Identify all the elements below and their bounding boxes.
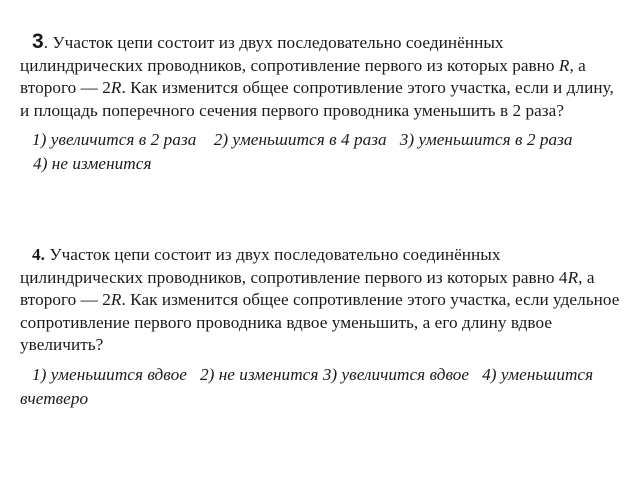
- problem-4-text-1: Участок цепи состоит из двух последовательно соединённых цилиндрических проводников, сопротивление первого из которых равно 4: [20, 245, 568, 287]
- problem-3-statement: [20, 31, 624, 122]
- answer-option: 2) не изменится: [199, 364, 319, 384]
- problem-3-text-2: , а второго — 2: [20, 55, 586, 97]
- problem-4-number: 4.: [32, 245, 45, 264]
- problem-4-statement: [20, 244, 624, 357]
- problem-4: [20, 244, 624, 411]
- problem-4-var-2: R: [110, 290, 122, 309]
- problem-3-text-1: . Участок цепи состоит из двух последовательно соединённых цилиндрических проводников, сопротивление первого из которых равно: [20, 33, 559, 75]
- problem-4-text-2: , а второго — 2: [20, 267, 595, 309]
- answer-option: 1) уменьшится вдвое: [32, 364, 187, 384]
- answer-option: 3) увеличится вдвое: [322, 364, 470, 384]
- problem-3-var-1: R: [558, 55, 570, 75]
- problem-4-answers: [20, 363, 624, 411]
- problem-3-var-2: R: [110, 78, 122, 97]
- problem-3-answers: [20, 128, 624, 176]
- answer-option: 3) уменьшится в 2 раза: [399, 130, 573, 149]
- answer-option: 2) уменьшится в 4 раза: [213, 130, 387, 149]
- answer-option: 1) увеличится в 2 раза: [32, 130, 197, 149]
- problem-4-var-1: R: [567, 267, 579, 287]
- answer-option: 4) не изменится: [33, 154, 152, 173]
- problem-3-text-3: . Как изменится общее сопротивление этого участка, если и длину, и площадь поперечного сечения первого проводника уменьшить в 2 раза?: [20, 78, 614, 120]
- problem-3-number: 3: [32, 30, 44, 53]
- problem-3: [20, 31, 624, 176]
- problem-4-text-3: . Как изменится общее сопротивление этого участка, если удельное сопротивление первого проводника вдвое уменьшить, а его длину вдвое увеличить?: [20, 290, 620, 354]
- answer-option: 4) уменьшится вчетверо: [20, 364, 594, 408]
